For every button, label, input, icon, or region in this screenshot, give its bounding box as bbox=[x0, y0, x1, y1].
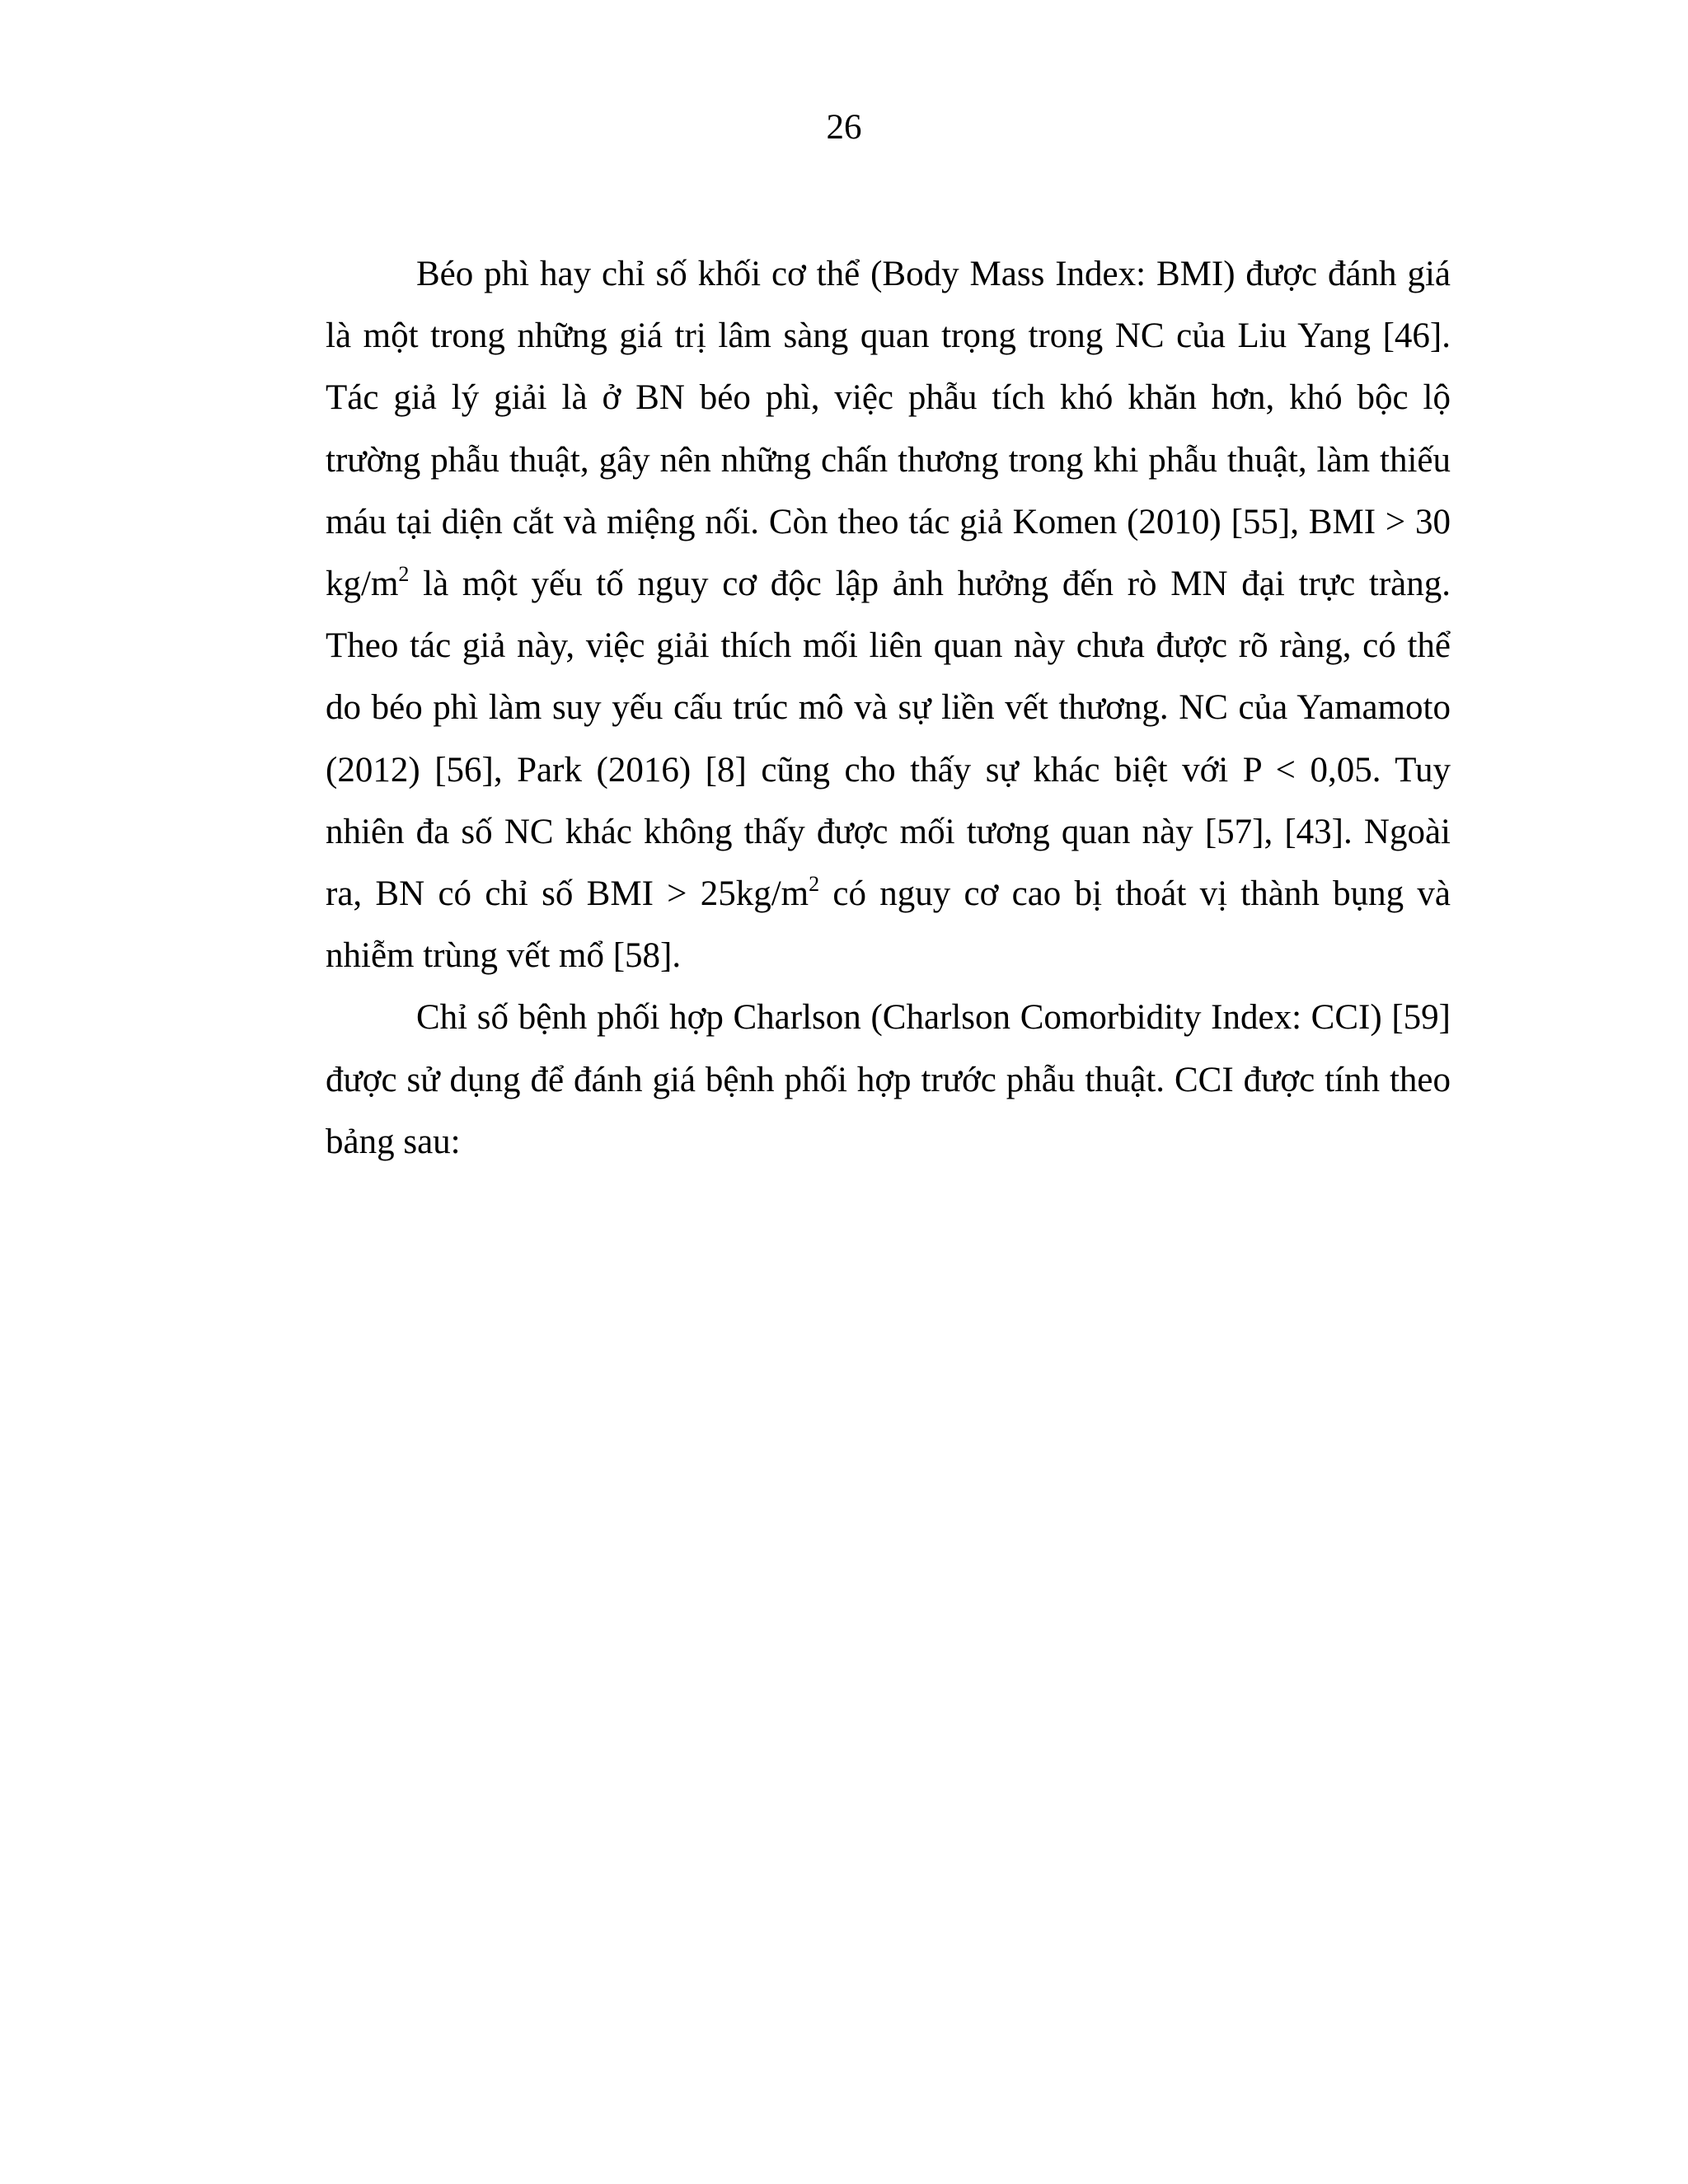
superscript-squared: 2 bbox=[809, 872, 820, 897]
superscript-squared: 2 bbox=[398, 562, 410, 587]
paragraph-bmi-text-3: có nguy cơ cao bị thoát vị thành bụng và nhiễm trùng vết mổ [58]. bbox=[326, 874, 1451, 976]
paragraph-bmi bbox=[326, 243, 1451, 987]
paragraph-bmi-text-2: là một yếu tố nguy cơ độc lập ảnh hưởng đến rò MN đại trực tràng. Theo tác giả này, việc giải thích mối liên quan này chưa được rõ ràng, có thể do béo phì làm suy yếu cấu trúc mô và sự liền vết thương. NC của Yamamoto (2012) [56], Park (2016) [8] cũng cho thấy sự khác biệt với P < 0,05. Tuy nhiên đa số NC khác không thấy được mối tương quan này [57], [43]. Ngoài ra, BN có chỉ số BMI > 25kg/m bbox=[326, 565, 1451, 914]
document-body bbox=[326, 243, 1451, 1173]
paragraph-bmi-text-1: Béo phì hay chỉ số khối cơ thể (Body Mass Index: BMI) được đánh giá là một trong những giá trị lâm sàng quan trọng trong NC của Liu Yang [46]. Tác giả lý giải là ở BN béo phì, việc phẫu tích khó khăn hơn, khó bộc lộ trường phẫu thuật, gây nên những chấn thương trong khi phẫu thuật, làm thiếu máu tại diện cắt và miệng nối. Còn theo tác giả Komen (2010) [55], BMI > 30 kg/m bbox=[326, 255, 1451, 604]
paragraph-cci: Chỉ số bệnh phối hợp Charlson (Charlson Comorbidity Index: CCI) [59] được sử dụng để đánh giá bệnh phối hợp trước phẫu thuật. CCI được tính theo bảng sau: bbox=[326, 998, 1451, 1161]
page-number: 26 bbox=[826, 108, 862, 147]
